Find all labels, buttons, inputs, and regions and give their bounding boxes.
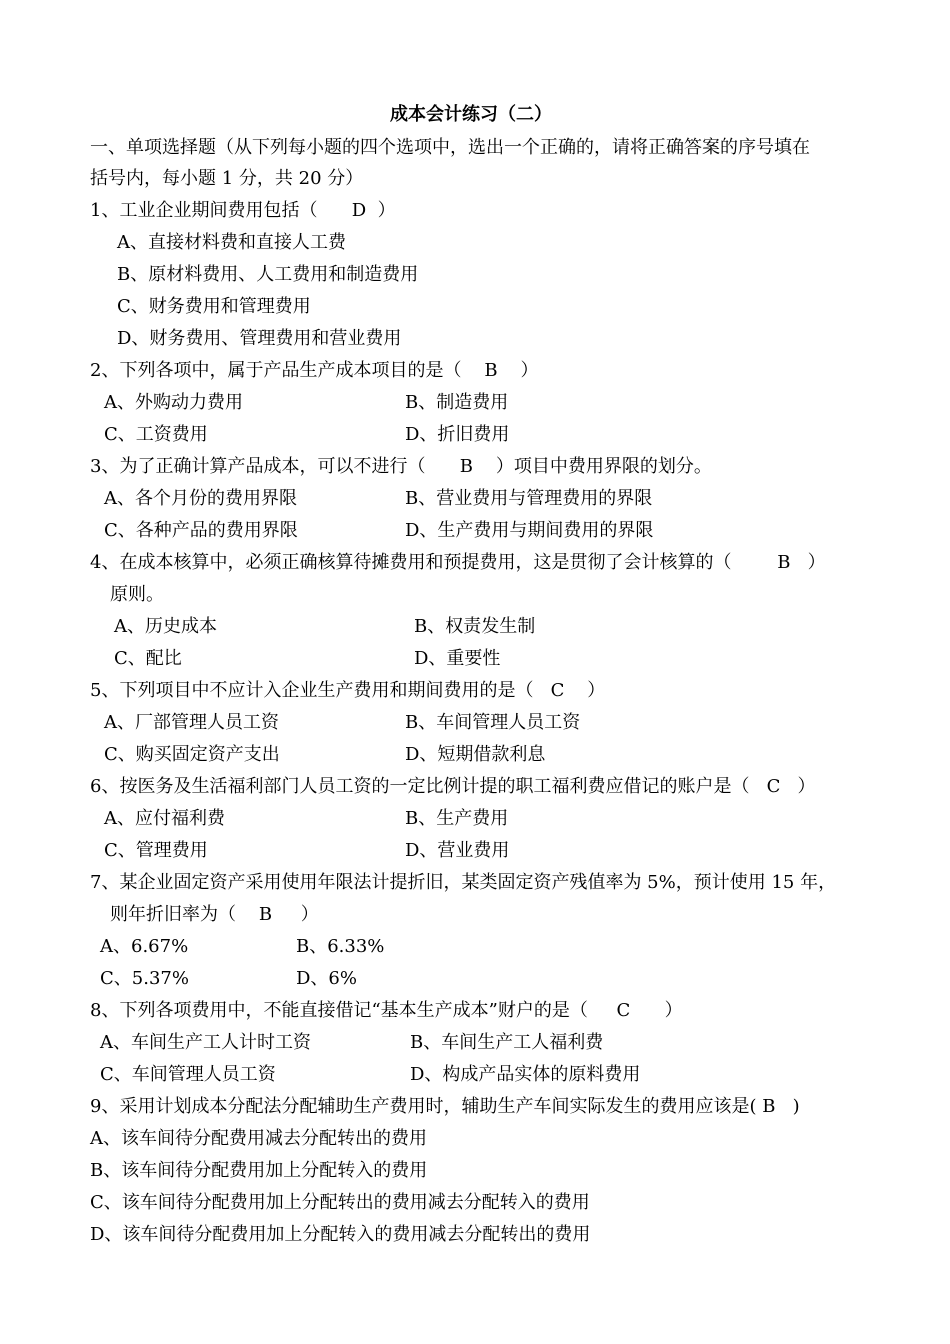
question-6-option-b: B、生产费用 xyxy=(405,808,509,829)
question-7-stem-cont: 则年折旧率为（ B ） xyxy=(110,904,319,925)
question-6-option-c: C、管理费用 xyxy=(104,840,208,861)
section-heading-line2: 括号内，每小题 1 分，共 20 分） xyxy=(90,168,364,189)
question-5-option-d: D、短期借款利息 xyxy=(405,744,546,765)
question-5-option-c: C、购买固定资产支出 xyxy=(104,744,280,765)
question-1-option-b: B、原材料费用、人工费用和制造费用 xyxy=(117,264,419,285)
question-2-option-d: D、折旧费用 xyxy=(405,424,510,445)
question-9-option-a: A、该车间待分配费用减去分配转出的费用 xyxy=(90,1128,427,1149)
question-2-option-c: C、工资费用 xyxy=(104,424,208,445)
question-4-option-a: A、历史成本 xyxy=(114,616,217,637)
question-2-stem: 2、下列各项中，属于产品生产成本项目的是（ B ） xyxy=(90,360,539,381)
question-3-stem: 3、为了正确计算产品成本，可以不进行（ B ）项目中费用界限的划分。 xyxy=(90,456,712,477)
question-8-option-c: C、车间管理人员工资 xyxy=(100,1064,276,1085)
question-2-option-b: B、制造费用 xyxy=(405,392,509,413)
question-5-option-a: A、厂部管理人员工资 xyxy=(104,712,279,733)
question-6-option-d: D、营业费用 xyxy=(405,840,510,861)
question-8-option-b: B、车间生产工人福利费 xyxy=(410,1032,604,1053)
section-heading-line1: 一、单项选择题（从下列每小题的四个选项中，选出一个正确的，请将正确答案的序号填在 xyxy=(90,137,810,158)
question-1-option-c: C、财务费用和管理费用 xyxy=(117,296,311,317)
question-3-option-a: A、各个月份的费用界限 xyxy=(104,488,297,509)
question-9-stem: 9、采用计划成本分配法分配辅助生产费用时，辅助生产车间实际发生的费用应该是( B ) xyxy=(90,1096,800,1117)
question-4-option-d: D、重要性 xyxy=(414,648,501,669)
question-6-option-a: A、应付福利费 xyxy=(104,808,225,829)
question-8-option-d: D、构成产品实体的原料费用 xyxy=(410,1064,641,1085)
question-9-option-c: C、该车间待分配费用加上分配转出的费用减去分配转入的费用 xyxy=(90,1192,590,1213)
question-3-option-c: C、各种产品的费用界限 xyxy=(104,520,298,541)
question-3-option-d: D、生产费用与期间费用的界限 xyxy=(405,520,654,541)
question-1-stem: 1、工业企业期间费用包括（ D ） xyxy=(90,200,396,221)
question-7-option-a: A、6.67% xyxy=(100,936,189,957)
page-title: 成本会计练习（二） xyxy=(390,104,552,125)
question-9-option-d: D、该车间待分配费用加上分配转入的费用减去分配转出的费用 xyxy=(90,1224,591,1245)
question-8-stem: 8、下列各项费用中，不能直接借记“基本生产成本”财户的是（ C ） xyxy=(90,1000,683,1021)
question-4-option-b: B、权责发生制 xyxy=(414,616,536,637)
question-3-option-b: B、营业费用与管理费用的界限 xyxy=(405,488,653,509)
question-5-option-b: B、车间管理人员工资 xyxy=(405,712,581,733)
question-5-stem: 5、下列项目中不应计入企业生产费用和期间费用的是（ C ） xyxy=(90,680,606,701)
question-4-option-c: C、配比 xyxy=(114,648,182,669)
question-2-option-a: A、外购动力费用 xyxy=(104,392,243,413)
question-7-stem: 7、某企业固定资产采用使用年限法计提折旧，某类固定资产残值率为 5%，预计使用 15 年， xyxy=(90,872,837,893)
question-7-option-b: B、6.33% xyxy=(296,936,385,957)
question-1-option-d: D、财务费用、管理费用和营业费用 xyxy=(117,328,402,349)
question-7-option-c: C、5.37% xyxy=(100,968,189,989)
question-9-option-b: B、该车间待分配费用加上分配转入的费用 xyxy=(90,1160,428,1181)
question-1-option-a: A、直接材料费和直接人工费 xyxy=(117,232,346,253)
question-4-stem: 4、在成本核算中，必须正确核算待摊费用和预提费用，这是贯彻了会计核算的（ B ） xyxy=(90,552,826,573)
question-6-stem: 6、按医务及生活福利部门人员工资的一定比例计提的职工福利费应借记的账户是（ C ） xyxy=(90,776,816,797)
question-4-stem-cont: 原则。 xyxy=(110,584,164,605)
question-8-option-a: A、车间生产工人计时工资 xyxy=(100,1032,311,1053)
question-7-option-d: D、6% xyxy=(296,968,357,989)
